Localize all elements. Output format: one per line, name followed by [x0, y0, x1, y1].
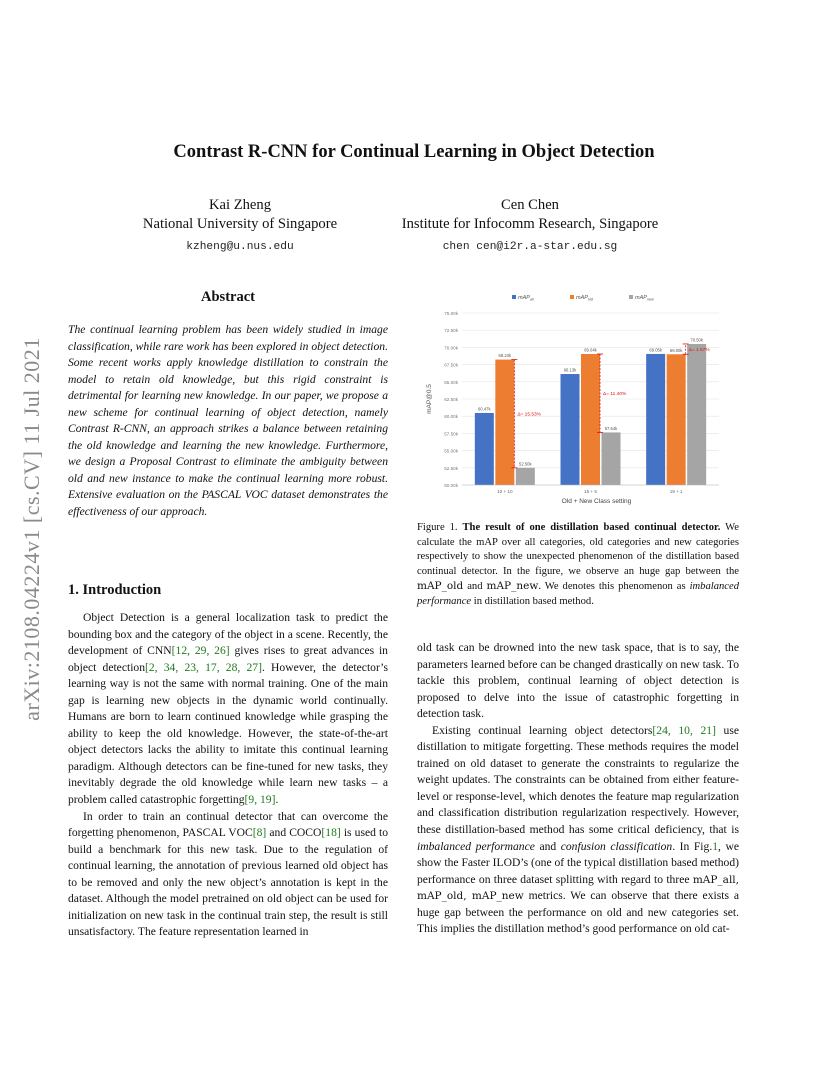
text: and	[463, 581, 487, 593]
citation-link[interactable]: [24, 10, 21]	[652, 723, 716, 737]
text: , we show the Faster ILOD’s (one of the typical distillation based method) performance on three dataset splitting with regard to three	[417, 839, 739, 886]
y-tick-label: 55.00k	[444, 448, 458, 454]
legend-swatch	[570, 295, 574, 299]
caption-label: Figure 1.	[417, 522, 458, 533]
bar-mAP-old	[495, 360, 514, 485]
bar-data-label: 60.47k	[478, 406, 491, 412]
paragraph	[68, 809, 388, 941]
legend-swatch	[512, 295, 516, 299]
bar-mAP-all	[475, 413, 494, 485]
author-affiliation: Institute for Infocomm Research, Singapore	[401, 216, 659, 232]
text: In order to train an continual detector that can overcome the forgetting phenomenon, PASCAL VOC	[68, 809, 388, 840]
y-tick-label: 70.00k	[444, 345, 458, 351]
bar-mAP-all	[561, 374, 580, 485]
right-column-body	[417, 640, 739, 938]
paragraph	[68, 610, 388, 809]
legend-entry: mAP$_{new}$	[635, 295, 654, 302]
figure-1-chart	[417, 288, 739, 510]
y-tick-label: 50.00k	[444, 483, 458, 488]
gap-annotation: Δ= 15.53%	[517, 412, 541, 418]
arxiv-sidebar-stamp: arXiv:2108.04224v1 [cs.CV] 11 Jul 2021	[19, 337, 44, 721]
bar-data-label: 68.23k	[498, 353, 512, 359]
text: in distillation based method.	[471, 595, 594, 607]
author-name: Kai Zheng	[208, 197, 271, 213]
left-column-body	[68, 610, 388, 941]
math-metrics: mAP_all, mAP_old, mAP_new	[417, 873, 739, 903]
figure-link[interactable]: 1	[712, 839, 719, 853]
text: and	[534, 839, 561, 853]
math: mAP_new	[486, 580, 539, 593]
y-tick-label: 65.00k	[444, 379, 458, 385]
emphasis: imbalanced performance	[417, 839, 535, 853]
bar-mAP-new	[687, 344, 706, 485]
emphasis: confusion classification	[560, 839, 673, 853]
legend-swatch	[629, 295, 633, 299]
text: . We denotes this phenomenon as	[538, 581, 690, 593]
bar-data-label: 69.05k	[649, 347, 662, 353]
y-tick-label: 62.50k	[444, 397, 458, 402]
gap-annotation: Δ= 1.57%	[688, 348, 710, 354]
abstract-heading: Abstract	[201, 289, 255, 305]
gap-annotation: Δ= 11.40%	[603, 392, 627, 398]
text: . However, the detector’s learning way is not the same with normal training. One of the main gap is learning new objects in the dynamic world continually. Humans are born to learn continued knowledge while grasping the ability to keep the old knowledge. However, the state-of-the-art object detectors lacks the ability to imitate this continual learning paradigm. Although detectors can be fine-tuned for new tasks, they inevitably degrade the old knowledge while learn new tasks – a problem called catastrophic forgetting	[68, 660, 388, 807]
text: We calculate the mAP over all categories, old categories and new categories respectively to show the unexpected phenomenon of the distillation based continual detector. In the figure, we observe an huge gap between the	[417, 522, 739, 577]
paragraph	[417, 723, 739, 938]
citation-link[interactable]: [12, 29, 26]	[171, 644, 230, 658]
bar-mAP-old	[667, 354, 686, 485]
emphasis: imbalanced performance	[417, 581, 740, 607]
section-heading: 1. Introduction	[68, 582, 162, 598]
text: metrics. We can observe that there exists a huge gap between the performance on old and new categories set. This implies the distillation method’s good performance on old cat-	[417, 889, 739, 936]
legend-entry: mAP$_{all}$	[518, 295, 534, 302]
bar-data-label: 69.04k	[584, 347, 597, 353]
y-tick-label: 67.50k	[444, 362, 458, 368]
y-tick-label: 72.50k	[444, 328, 458, 334]
citation-link[interactable]: [2, 34, 23, 17, 28, 27]	[145, 660, 262, 674]
y-axis-label: mAP@0.5	[426, 384, 433, 414]
bar-mAP-new	[516, 468, 535, 485]
author-affiliation: National University of Singapore	[142, 216, 338, 232]
citation-link[interactable]: [9, 19]	[244, 793, 276, 807]
citation-link[interactable]: [18]	[321, 826, 341, 840]
author-block-1	[130, 196, 350, 257]
caption-bold: The result of one distillation based continual detector.	[462, 522, 721, 533]
text: Object Detection is a general localization task to predict the bounding box and the category of the object in a scene. Recently, the development of CNN	[68, 611, 388, 658]
y-tick-label: 75.00k	[444, 311, 458, 316]
citation-link[interactable]: [8]	[252, 826, 267, 840]
bar-mAP-old	[581, 354, 600, 485]
bar-data-label: 52.50k	[519, 461, 532, 467]
y-tick-label: 60.00k	[444, 414, 458, 420]
x-tick-label: 10 + 10	[497, 489, 513, 494]
abstract-text: The continual learning problem has been widely studied in image classification, while rare work has been explored in object detection. Some recent works apply knowledge distillation to constrain the model to retain old knowledge, but this rigid constraint is detrimental for learning new knowledge. In our paper, we propose a new scheme for continual learning of object detection, namely Contrast R-CNN, an approach strikes a balance between retaining the old knowledge and learning the new knowledge. Furthermore, we design a Proposal Contrast to eliminate the ambiguity between old and new instance to make the continual learning more robust. Extensive evaluation on the PASCAL VOC dataset demonstrates the effectiveness of our approach.	[68, 323, 388, 519]
text: . In Fig.	[672, 839, 713, 853]
author-email[interactable]: chen cen@i2r.a-star.edu.sg	[442, 241, 618, 253]
x-tick-label: 19 + 1	[669, 489, 683, 494]
author-block-2	[380, 196, 680, 257]
x-tick-label: 15 + 5	[584, 489, 597, 494]
bar-data-label: 70.50k	[690, 337, 703, 343]
paper-title: Contrast R-CNN for Continual Learning in Object Detection	[173, 142, 655, 162]
text: use distillation to mitigate forgetting. These methods requires the model trained on old dataset to generate the constraints to regularize the weight updates. The constraints can be obtained from either feature-level or response-level, which denotes the feature map regularization and classification distribution regularization respectively. However, these distillation-based method has some critical deficiency, that is	[417, 723, 740, 837]
author-email[interactable]: kzheng@u.nus.edu	[186, 241, 294, 253]
bar-data-label: 66.13k	[563, 367, 577, 373]
bar-mAP-all	[646, 354, 665, 485]
paragraph: old task can be drowned into the new task space, that is to say, the parameters learned before can be changed drastically on new task. To tackle this problem, continual learning of object detection is proposed to delve into the issue of catastrophic forgetting in detection task.	[417, 641, 739, 721]
bar-data-label: 69.00k	[669, 347, 683, 353]
figure-caption	[417, 521, 739, 610]
y-tick-label: 57.50k	[444, 431, 458, 437]
bar-data-label: 57.64k	[604, 425, 618, 431]
y-tick-label: 52.50k	[444, 465, 458, 471]
text: .	[275, 793, 279, 807]
math: mAP_old	[417, 580, 464, 593]
text: is used to build a benchmark for this new task. Due to the regulation of continual learning, the annotation of previous learned old object has to be removed and only the new object’s annotation is kept in the dataset. Although the model pretrained on old object can be used for initialization on new task in the continual train step, the result is still unsatisfactory. The feature representation learned in	[68, 826, 388, 939]
text: gives rises to great advances in object detection	[68, 644, 388, 674]
author-name: Cen Chen	[501, 197, 559, 213]
x-axis-label: Old + New Class setting	[561, 498, 632, 505]
legend-entry: mAP$_{old}$	[576, 295, 593, 302]
text: Existing continual learning object detectors	[432, 723, 653, 737]
bar-mAP-new	[602, 432, 621, 485]
text: and COCO	[266, 826, 322, 840]
